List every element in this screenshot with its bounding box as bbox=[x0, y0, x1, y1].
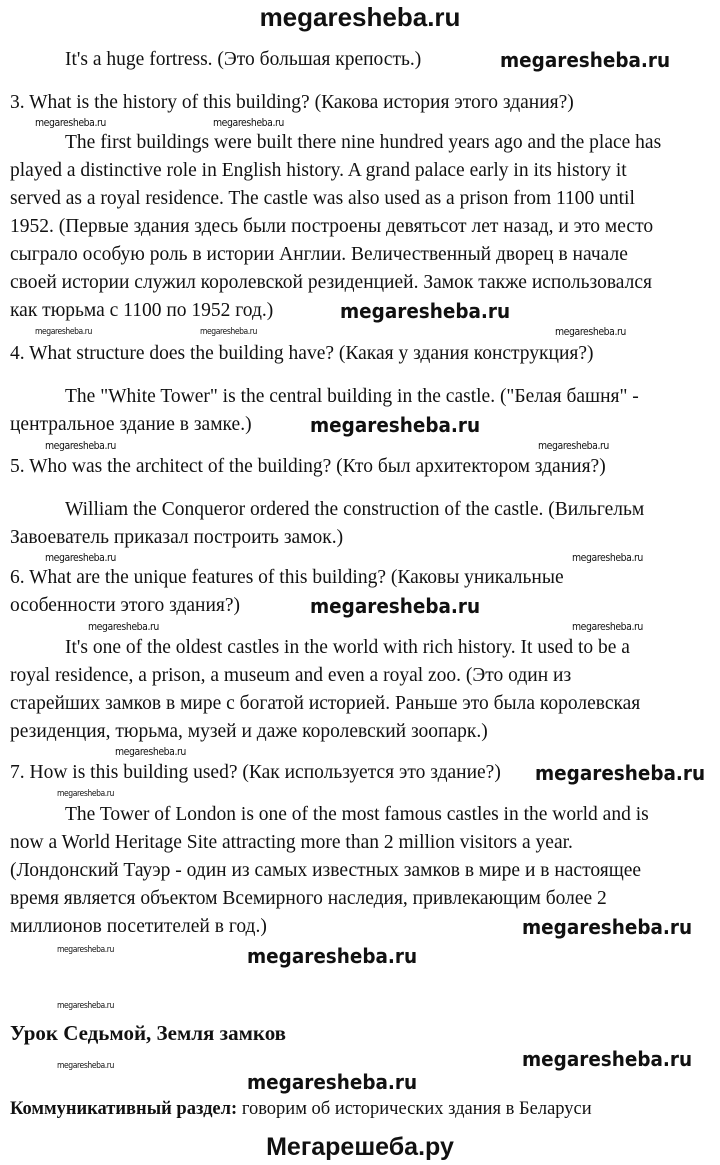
paragraph-line: The Tower of London is one of the most famous castles in the world and is bbox=[65, 804, 649, 825]
watermark: megaresheba.ru bbox=[522, 915, 693, 939]
paragraph-line: 1952. (Первые здания здесь были построены девятьсот лет назад, и это место bbox=[10, 216, 654, 237]
paragraph-line: royal residence, a prison, a museum and even a royal zoo. (Это один из bbox=[10, 665, 572, 686]
question-4: 4. What structure does the building have? (Какая у здания конструкция?) bbox=[10, 343, 594, 364]
section-label: Коммуникативный раздел: bbox=[10, 1099, 238, 1119]
paragraph-line: Завоеватель приказал построить замок.) bbox=[10, 527, 344, 548]
question-5: 5. Who was the architect of the building? (Кто был архитектором здания?) bbox=[10, 456, 606, 477]
watermark: megaresheba.ru bbox=[340, 299, 511, 323]
question-3: 3. What is the history of this building? (Какова история этого здания?) bbox=[10, 92, 574, 113]
watermark: megaresheba.ru bbox=[247, 1070, 418, 1094]
watermark: megaresheba.ru bbox=[522, 1047, 693, 1071]
watermark: megaresheba.ru bbox=[57, 1061, 114, 1071]
site-header: megaresheba.ru bbox=[259, 2, 461, 32]
watermark: megaresheba.ru bbox=[500, 48, 671, 72]
watermark: megaresheba.ru bbox=[247, 944, 418, 968]
paragraph-line: старейших замков в мире с богатой историей. Раньше это была королевская bbox=[10, 693, 641, 714]
paragraph-line: The first buildings were built there nine hundred years ago and the place has bbox=[65, 132, 662, 153]
watermark: megaresheba.ru bbox=[45, 439, 116, 452]
watermark: megaresheba.ru bbox=[115, 745, 186, 758]
site-footer: Мегарешеба.ру bbox=[266, 1133, 454, 1161]
paragraph-line: served as a royal residence. The castle was also used as a prison from 1100 until bbox=[10, 188, 635, 209]
watermark: megaresheba.ru bbox=[572, 620, 643, 633]
watermark: megaresheba.ru bbox=[35, 327, 92, 337]
paragraph-line: сыграло особую роль в истории Англии. Величественный дворец в начале bbox=[10, 244, 628, 265]
paragraph-line: It's one of the oldest castles in the world with rich history. It used to be a bbox=[65, 637, 630, 658]
paragraph-line: центральное здание в замке.) bbox=[10, 414, 252, 435]
paragraph-line: как тюрьма с 1100 по 1952 год.) bbox=[10, 300, 274, 321]
paragraph-line: миллионов посетителей в год.) bbox=[10, 916, 267, 937]
question-6: 6. What are the unique features of this building? (Каковы уникальные bbox=[10, 567, 564, 588]
watermark: megaresheba.ru bbox=[538, 439, 609, 452]
watermark: megaresheba.ru bbox=[45, 551, 116, 564]
paragraph-line: (Лондонский Тауэр - один из самых известных замков в мире и в настоящее bbox=[10, 860, 642, 881]
paragraph-line: played a distinctive role in English history. A grand palace early in its history it bbox=[10, 160, 627, 181]
question-6-cont: особенности этого здания?) bbox=[10, 595, 240, 616]
paragraph-line: резиденция, тюрьма, музей и даже королевский зоопарк.) bbox=[10, 721, 488, 742]
section-text: говорим об исторических здания в Беларуси bbox=[237, 1099, 592, 1119]
paragraph-line: now a World Heritage Site attracting more than 2 million visitors a year. bbox=[10, 832, 573, 853]
watermark: megaresheba.ru bbox=[35, 116, 106, 129]
watermark: megaresheba.ru bbox=[555, 325, 626, 338]
lesson-title: Урок Седьмой, Земля замков bbox=[10, 1021, 287, 1045]
watermark: megaresheba.ru bbox=[57, 945, 114, 955]
watermark: megaresheba.ru bbox=[213, 116, 284, 129]
watermark: megaresheba.ru bbox=[310, 413, 481, 437]
watermark: megaresheba.ru bbox=[200, 327, 257, 337]
paragraph-line: своей истории служил королевской резиденцией. Замок также использовался bbox=[10, 272, 652, 293]
watermark: megaresheba.ru bbox=[57, 789, 114, 799]
watermark: megaresheba.ru bbox=[57, 1001, 114, 1011]
paragraph-line: William the Conqueror ordered the construction of the castle. (Вильгельм bbox=[65, 499, 645, 520]
watermark: megaresheba.ru bbox=[572, 551, 643, 564]
answer-line: It's a huge fortress. (Это большая крепость.) bbox=[65, 49, 422, 70]
question-7: 7. How is this building used? (Как используется это здание?) bbox=[10, 762, 501, 783]
paragraph-line: The "White Tower" is the central building in the castle. ("Белая башня" - bbox=[65, 386, 639, 407]
watermark: megaresheba.ru bbox=[88, 620, 159, 633]
watermark: megaresheba.ru bbox=[535, 761, 706, 785]
paragraph-line: время является объектом Всемирного наследия, привлекающим более 2 bbox=[10, 888, 607, 909]
watermark: megaresheba.ru bbox=[310, 594, 481, 618]
section-line bbox=[10, 1098, 592, 1120]
